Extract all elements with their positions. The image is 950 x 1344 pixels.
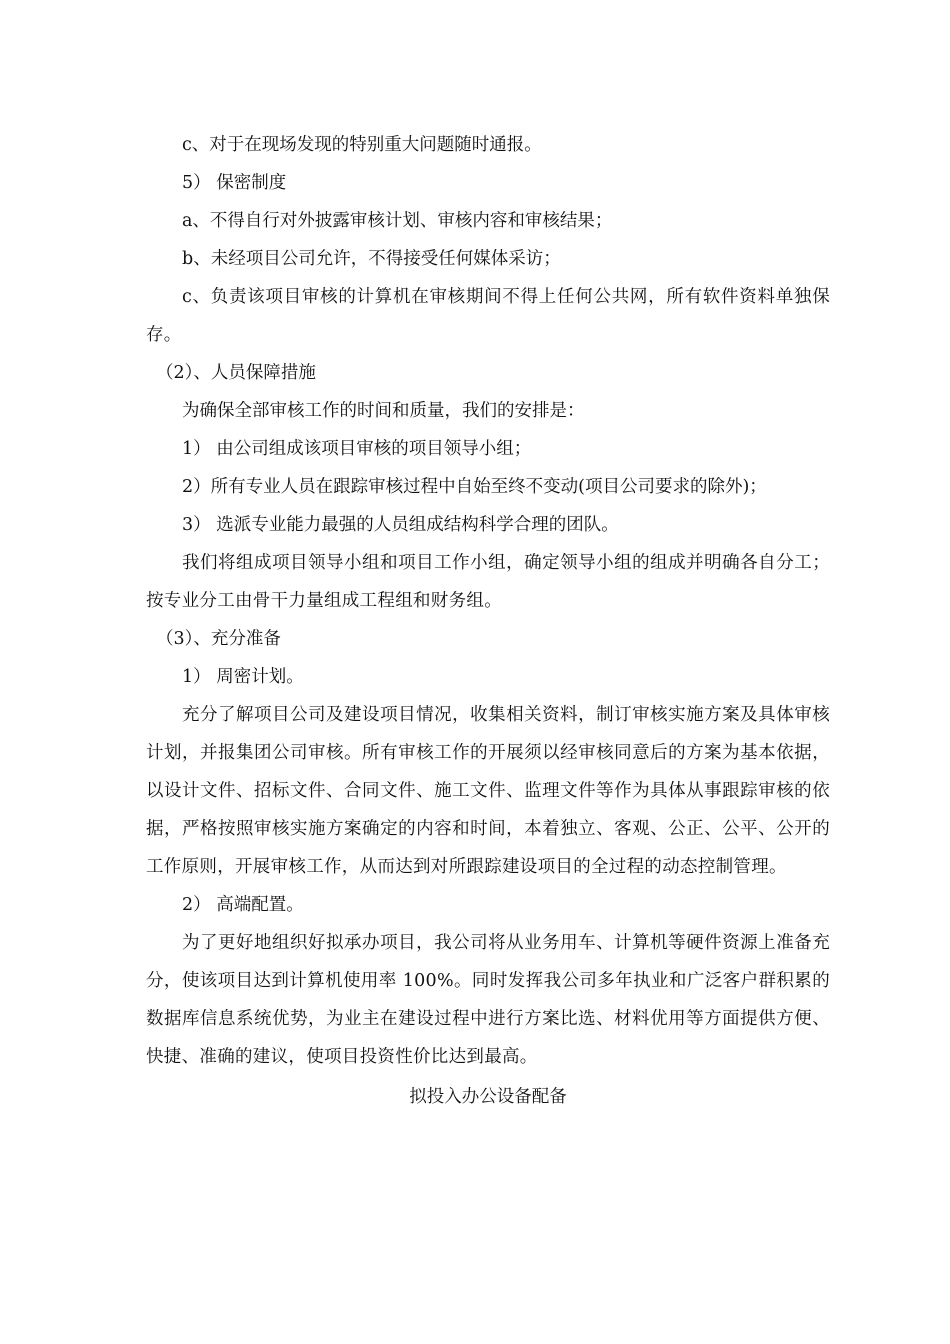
- heading-preparation: （3）、充分准备: [156, 629, 281, 649]
- list-item-2-staff: 2）所有专业人员在跟踪审核过程中自始至终不变动(项目公司要求的除外)；: [182, 477, 767, 497]
- paragraph-configuration-detail: 为了更好地组织好拟承办项目，我公司将从业务用车、计算机等硬件资源上准备充分，使该项目达到计算机使用率 100%。同时发挥我公司多年执业和广泛客户群积累的数据库信息系统优势，为业主在建设过程中进行方案比选、材料优用等方面提供方便、快捷、准确的建议，使项目投资性价比达到最高。: [146, 933, 830, 1067]
- paragraph-arrangement-intro: 为确保全部审核工作的时间和质量，我们的安排是：: [182, 401, 585, 421]
- document-body: [146, 126, 830, 1116]
- list-item-3-team: 3） 选派专业能力最强的人员组成结构科学合理的团队。: [182, 515, 619, 535]
- list-item-1-leadership: 1） 由公司组成该项目审核的项目领导小组；: [182, 439, 532, 459]
- paragraph-a-no-disclosure: a、不得自行对外披露审核计划、审核内容和审核结果；: [182, 211, 613, 231]
- list-item-1-planning: 1） 周密计划。: [182, 667, 304, 687]
- section-title-office-equipment: 拟投入办公设备配备: [409, 1087, 567, 1107]
- paragraph-c-report: c、对于在现场发现的特别重大问题随时通报。: [182, 135, 542, 155]
- paragraph-team-structure: 我们将组成项目领导小组和项目工作小组，确定领导小组的组成并明确各自分工；按专业分工由骨干力量组成工程组和财务组。: [146, 553, 830, 611]
- heading-personnel-measures: （2）、人员保障措施: [156, 363, 316, 383]
- paragraph-planning-detail: 充分了解项目公司及建设项目情况，收集相关资料，制订审核实施方案及具体审核计划，并报集团公司审核。所有审核工作的开展须以经审核同意后的方案为基本依据，以设计文件、招标文件、合同文件、施工文件、监理文件等作为具体从事跟踪审核的依据，严格按照审核实施方案确定的内容和时间，本着独立、客观、公正、公平、公开的工作原则，开展审核工作，从而达到对所跟踪建设项目的全过程的动态控制管理。: [146, 705, 830, 877]
- paragraph-b-no-media: b、未经项目公司允许，不得接受任何媒体采访；: [182, 249, 561, 269]
- list-item-2-configuration: 2） 高端配置。: [182, 895, 304, 915]
- paragraph-c-computer: c、负责该项目审核的计算机在审核期间不得上任何公共网，所有软件资料单独保存。: [146, 287, 830, 345]
- heading-confidentiality: 5） 保密制度: [182, 173, 287, 193]
